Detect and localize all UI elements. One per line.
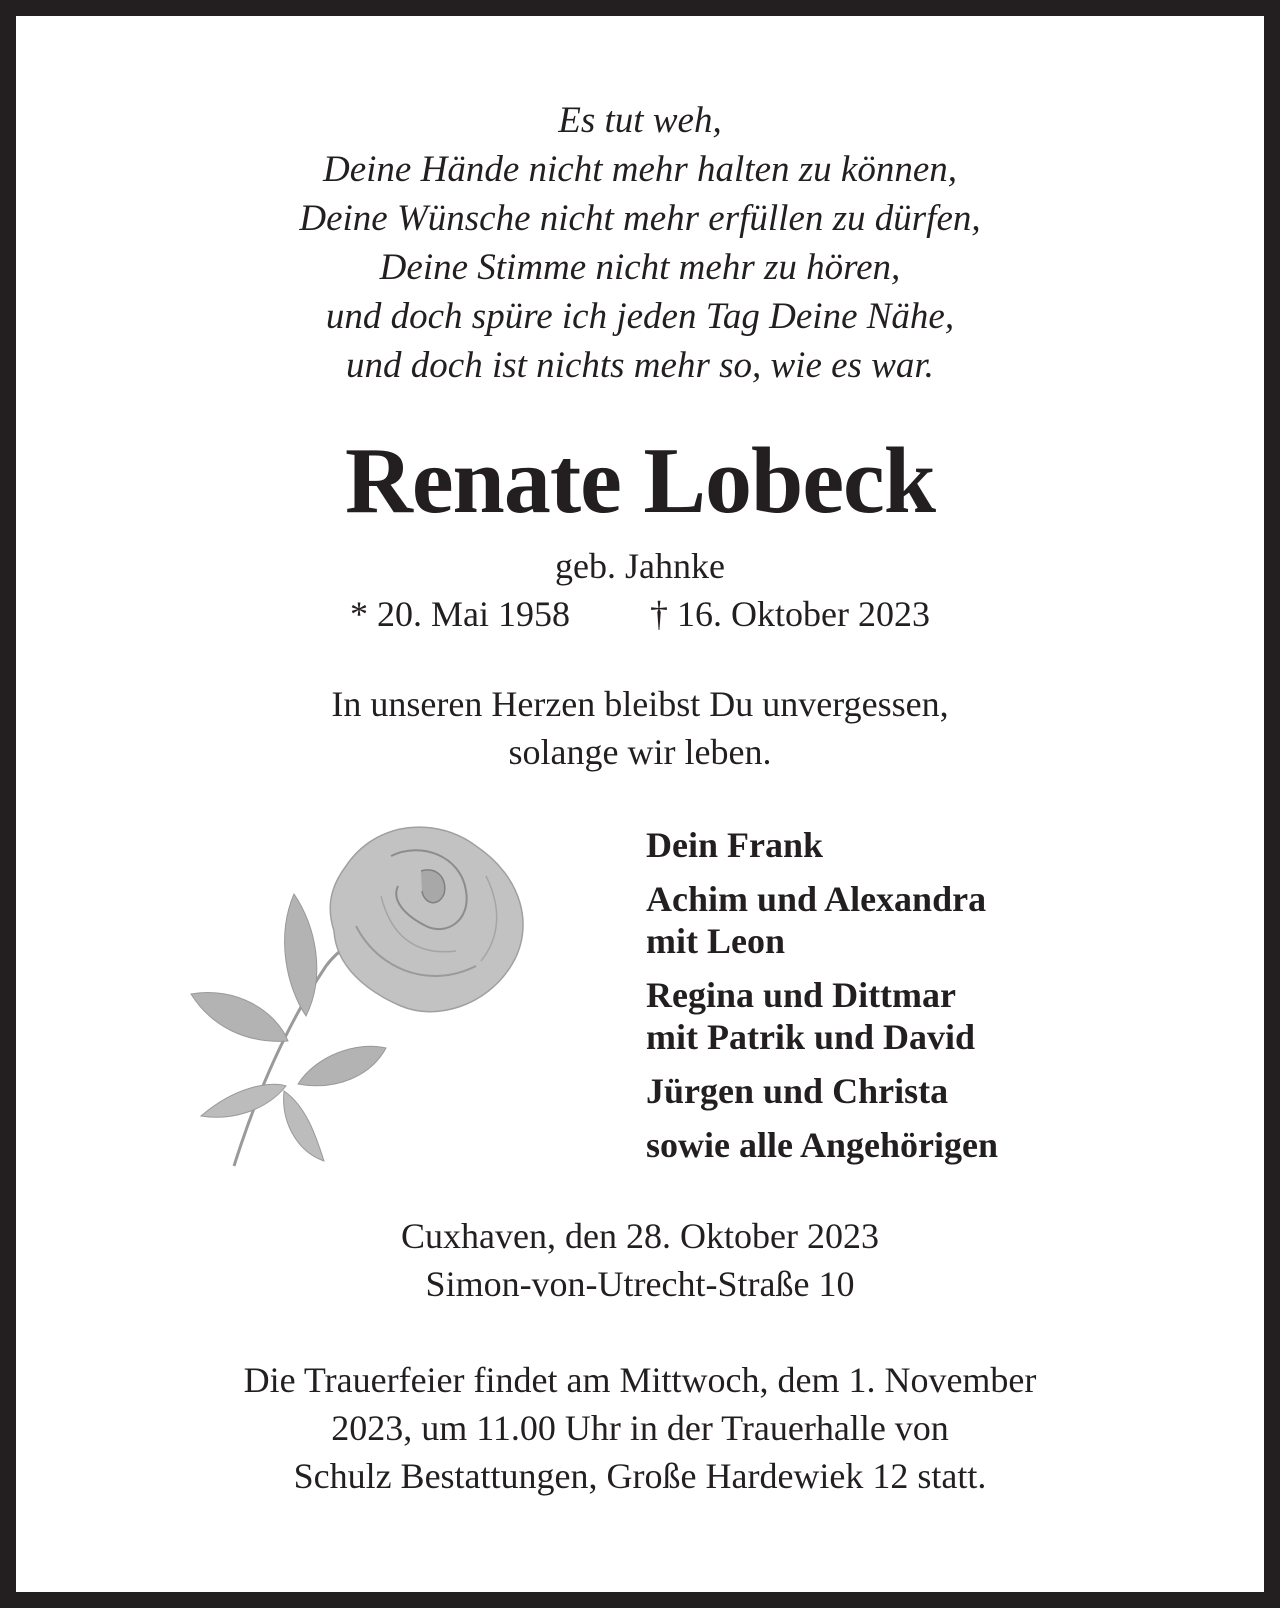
poem-line: Es tut weh,: [558, 100, 722, 141]
ceremony-line: 2023, um 11.00 Uhr in der Trauerhalle von: [331, 1408, 949, 1448]
memorial-line: solange wir leben.: [508, 732, 772, 772]
mourner-group: [646, 974, 998, 1058]
deceased-name: Renate Lobeck: [344, 429, 936, 533]
poem-line: Deine Hände nicht mehr halten zu können,: [323, 149, 957, 190]
ceremony-line: Die Trauerfeier findet am Mittwoch, dem 1. November: [243, 1360, 1037, 1400]
death-date: † 16. Oktober 2023: [650, 594, 930, 634]
mourner-group: [646, 1070, 998, 1112]
birth-name: geb. Jahnke: [555, 546, 725, 586]
mourners-list: [646, 824, 998, 1178]
poem-line: Deine Stimme nicht mehr zu hören,: [379, 247, 901, 288]
memorial-line: In unseren Herzen bleibst Du unvergessen,: [331, 684, 949, 724]
mourner-line: Regina und Dittmar: [646, 975, 957, 1015]
address-line: Simon-von-Utrecht-Straße 10: [425, 1264, 855, 1304]
poem-line: und doch spüre ich jeden Tag Deine Nähe,: [325, 296, 955, 337]
ceremony-notice: [16, 1356, 1264, 1500]
rose-icon: [176, 816, 536, 1176]
birth-date: * 20. Mai 1958: [350, 594, 571, 634]
poem: [16, 96, 1264, 390]
mourner-line: mit Patrik und David: [646, 1017, 976, 1057]
place-line: Cuxhaven, den 28. Oktober 2023: [401, 1216, 879, 1256]
mourner-line: sowie alle Angehörigen: [646, 1125, 998, 1165]
mourner-line: Dein Frank: [646, 825, 824, 865]
mourner-group: [646, 878, 998, 962]
life-dates: [16, 592, 1264, 636]
mourner-group: [646, 1124, 998, 1166]
mourner-line: Jürgen und Christa: [646, 1071, 949, 1111]
mourner-line: mit Leon: [646, 921, 785, 961]
poem-line: Deine Wünsche nicht mehr erfüllen zu dürfen,: [299, 198, 981, 239]
ceremony-line: Schulz Bestattungen, Große Hardewiek 12 statt.: [293, 1456, 987, 1496]
obituary-card: [16, 16, 1264, 1592]
mourner-line: Achim und Alexandra: [646, 879, 987, 919]
mourner-group: [646, 824, 998, 866]
memorial-text: [16, 680, 1264, 776]
poem-line: und doch ist nichts mehr so, wie es war.: [346, 345, 934, 386]
place-and-date: [16, 1212, 1264, 1308]
